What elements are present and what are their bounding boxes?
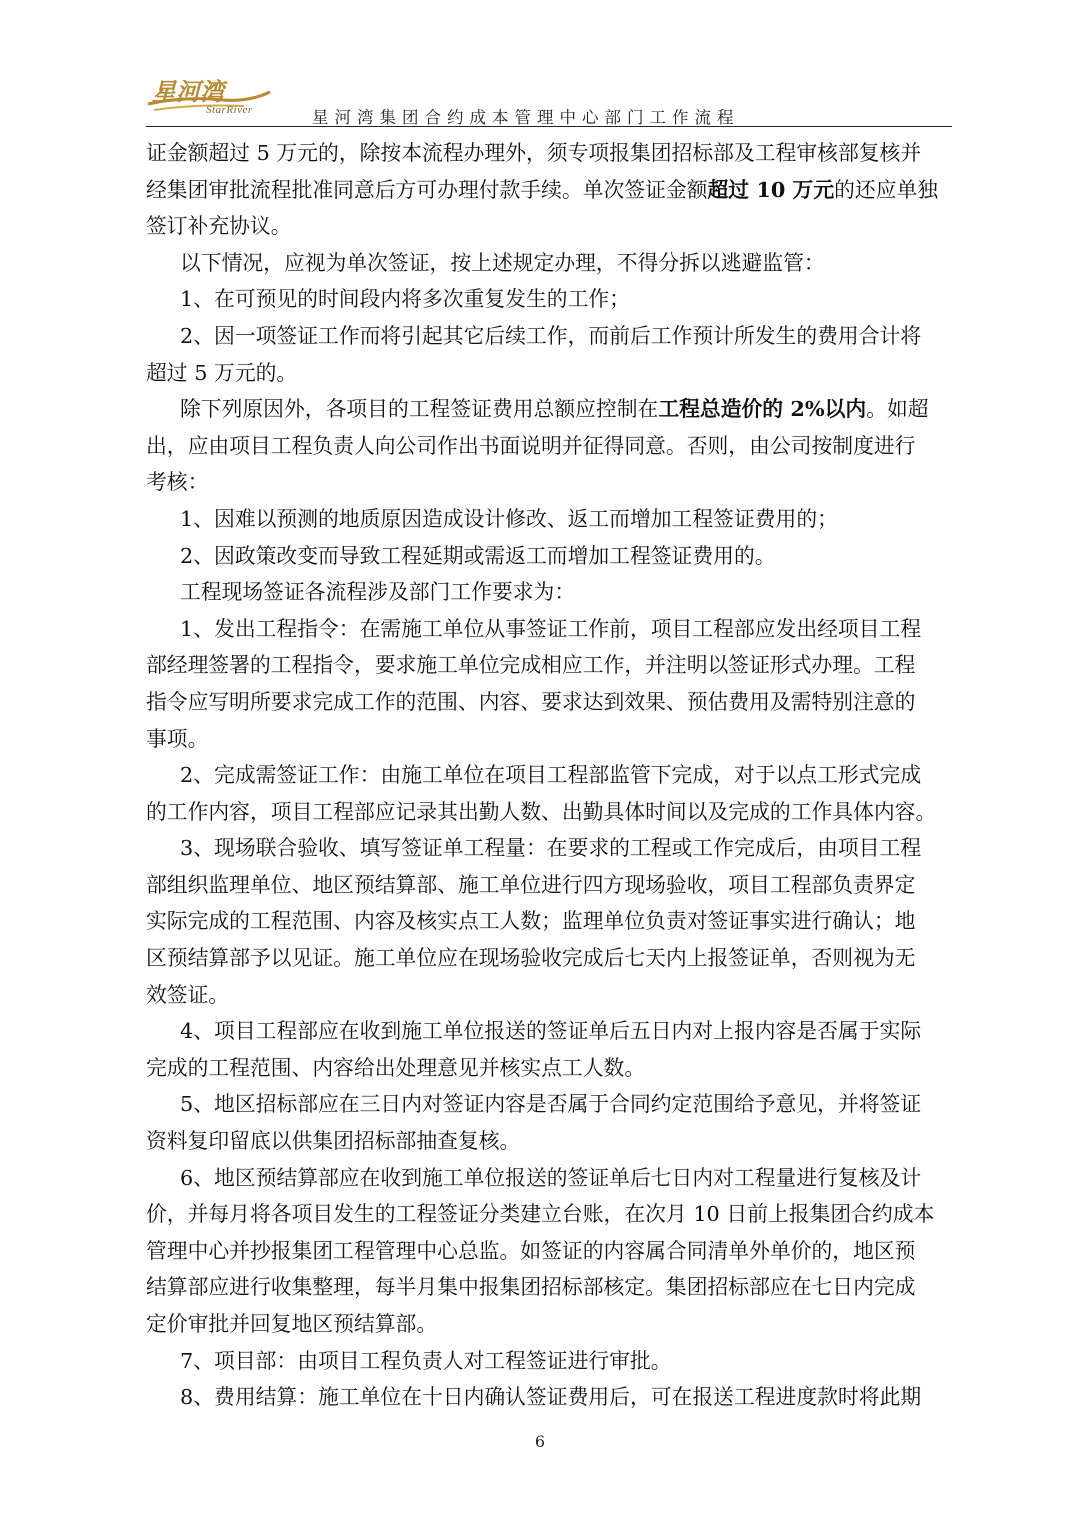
list-item: 6、地区预结算部应在收到施工单位报送的签证单后七日内对工程量进行复核及计	[180, 1165, 922, 1190]
body-line: 结算部应进行收集整理，每半月集中报集团招标部核定。集团招标部应在七日内完成	[146, 1275, 916, 1300]
paragraph-start: 除下列原因外，各项目的工程签证费用总额应控制在工程总造价的 2%以内。如超	[180, 396, 929, 422]
document-body	[146, 135, 952, 1416]
list-item: 4、项目工程部应在收到施工单位报送的签证单后五日内对上报内容是否属于实际	[180, 1019, 922, 1044]
paragraph-start: 工程现场签证各流程涉及部门工作要求为：	[180, 580, 576, 605]
emphasis-amount: 超过 10 万元	[707, 176, 835, 202]
body-line: 考核：	[146, 470, 209, 495]
body-line: 事项。	[146, 726, 209, 751]
body-line: 经集团审批流程批准同意后方可办理付款手续。单次签证金额超过 10 万元的还应单独	[146, 176, 939, 202]
list-item: 2、因政策改变而导致工程延期或需返工而增加工程签证费用的。	[180, 543, 776, 568]
header-divider	[146, 126, 952, 127]
body-line: 完成的工程范围、内容给出处理意见并核实点工人数。	[146, 1055, 646, 1080]
list-item: 1、因难以预测的地质原因造成设计修改、返工而增加工程签证费用的；	[180, 506, 838, 531]
body-line: 管理中心并抄报集团工程管理中心总监。如签证的内容属合同清单外单价的，地区预	[146, 1238, 916, 1263]
body-line: 的工作内容，项目工程部应记录其出勤人数、出勤具体时间以及完成的工作具体内容。	[146, 799, 937, 824]
list-item: 7、项目部：由项目工程负责人对工程签证进行审批。	[180, 1348, 672, 1373]
list-item: 1、发出工程指令：在需施工单位从事签证工作前，项目工程部应发出经项目工程	[180, 616, 922, 641]
body-line: 效签证。	[146, 982, 230, 1007]
list-item: 3、现场联合验收、填写签证单工程量：在要求的工程或工作完成后，由项目工程	[180, 836, 922, 861]
emphasis-cost-limit: 工程总造价的 2%以内	[658, 396, 867, 422]
list-item: 8、费用结算：施工单位在十日内确认签证费用后，可在报送工程进度款时将此期	[180, 1385, 922, 1410]
logo-text: 星河湾	[152, 77, 224, 106]
body-line: 超过 5 万元的。	[146, 360, 298, 385]
body-line: 资料复印留底以供集团招标部抽查复核。	[146, 1129, 521, 1154]
body-line: 部经理签署的工程指令，要求施工单位完成相应工作，并注明以签证形式办理。工程	[146, 653, 916, 678]
body-line: 指令应写明所要求完成工作的范围、内容、要求达到效果、预估费用及需特别注意的	[146, 689, 916, 714]
paragraph-start: 以下情况，应视为单次签证，按上述规定办理，不得分拆以逃避监管：	[180, 250, 825, 275]
body-line: 出，应由项目工程负责人向公司作出书面说明并征得同意。否则，由公司按制度进行	[146, 433, 916, 458]
body-line: 签订补充协议。	[146, 214, 292, 239]
body-line: 区预结算部予以见证。施工单位应在现场验收完成后七天内上报签证单，否则视为无	[146, 946, 916, 971]
page-number: 6	[534, 1432, 546, 1451]
list-item: 1、在可预见的时间段内将多次重复发生的工作；	[180, 287, 630, 312]
body-line: 定价审批并回复地区预结算部。	[146, 1312, 438, 1336]
body-line: 价，并每月将各项目发生的工程签证分类建立台账，在次月 10 日前上报集团合约成本	[146, 1202, 935, 1227]
body-line: 部组织监理单位、地区预结算部、施工单位进行四方现场验收，项目工程部负责界定	[146, 872, 916, 897]
list-item: 2、因一项签证工作而将引起其它后续工作，而前后工作预计所发生的费用合计将	[180, 323, 922, 348]
list-item: 5、地区招标部应在三日内对签证内容是否属于合同约定范围给予意见，并将签证	[180, 1092, 922, 1117]
list-item: 2、完成需签证工作：由施工单位在项目工程部监管下完成，对于以点工形式完成	[180, 763, 922, 788]
body-line: 实际完成的工程范围、内容及核实点工人数；监理单位负责对签证事实进行确认；地	[146, 909, 916, 934]
logo-subtext: StarRiver	[206, 104, 253, 116]
body-line: 证金额超过 5 万元的，除按本流程办理外，须专项报集团招标部及工程审核部复核并	[146, 141, 922, 165]
document-header-title: 星河湾集团合约成本管理中心部门工作流程	[312, 108, 740, 127]
